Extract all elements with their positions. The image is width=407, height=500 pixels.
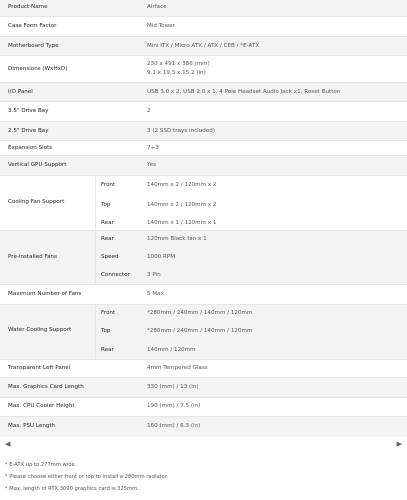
spec-row (0, 398, 407, 417)
spec-row (0, 0, 407, 17)
spec-row (0, 141, 407, 156)
scroll-right-arrow-icon[interactable]: ▶ (396, 440, 402, 448)
spec-value: 190 (mm) / 7.5 (in) (147, 403, 201, 409)
spec-row (0, 17, 407, 37)
spec-label: Cooling Fan Support (8, 199, 65, 205)
spec-value: 140mm x 2 / 120mm x 2 (147, 202, 217, 208)
spec-label: Product Name (8, 4, 48, 10)
spec-row (0, 156, 407, 176)
spec-label: Pre-installed Fans (8, 254, 58, 260)
spec-value: Airface (147, 4, 167, 10)
spec-value: 3 (2 SSD trays included) (147, 128, 215, 134)
spec-value: 140mm x 2 / 120mm x 2 (147, 182, 217, 188)
spec-value: Mid Tower (147, 23, 175, 29)
spec-row (0, 215, 407, 231)
spec-value: Yes (147, 162, 157, 168)
footnote: * Please choose either front or top to install a 280mm radiator. (5, 474, 169, 480)
spec-value: *280mm / 240mm / 140mm / 120mm (147, 310, 253, 316)
spec-label: Case Form Factor (8, 23, 57, 29)
spec-value: 160 (mm) / 6.3 (in) (147, 423, 201, 429)
spec-value: 1000 RPM (147, 254, 176, 260)
spec-label: Water Cooling Support (8, 327, 72, 333)
spec-value: 4mm Tempered Glass (147, 365, 208, 371)
spec-label: Motherboard Type (8, 43, 59, 49)
spec-label: I/O Panel (8, 89, 33, 95)
spec-label: Expansion Slots (8, 145, 53, 151)
spec-row (0, 83, 407, 102)
spec-label: Max. Graphics Card Length (8, 384, 84, 390)
spec-value: 3 Pin (147, 272, 161, 278)
spec-value: USB 3.0 x 2, USB 2.0 x 1, 4 Pole Headset Audio Jack x1, Reset Button (147, 89, 341, 95)
spec-row (0, 102, 407, 122)
spec-value: 140mm x 1 / 120mm x 1 (147, 220, 217, 226)
spec-label: Vertical GPU Support (8, 162, 67, 168)
spec-sublabel: Rear (101, 236, 114, 242)
spec-sublabel: Connector (101, 272, 130, 278)
spec-sublabel: Rear (101, 220, 114, 226)
spec-label: 3.5" Drive Bay (8, 108, 49, 114)
spec-row (0, 37, 407, 56)
spec-label: Max. PSU Length (8, 423, 56, 429)
spec-value: 7+3 (147, 145, 159, 151)
footnote: * E-ATX up to 277mm wide. (5, 462, 77, 468)
spec-row (0, 176, 407, 196)
spec-row (0, 323, 407, 342)
spec-row (0, 285, 407, 305)
spec-sublabel: Front (101, 310, 116, 316)
spec-value-line1: 230 x 491 x 386 (mm) (147, 61, 210, 67)
spec-sublabel: Rear (101, 347, 114, 353)
spec-row (0, 56, 407, 83)
spec-value: 120mm Black fan x 1 (147, 236, 207, 242)
spec-row (0, 231, 407, 249)
spec-value: 140mm / 120mm (147, 347, 196, 353)
scroll-left-arrow-icon[interactable]: ◀ (5, 440, 11, 448)
group-divider (95, 305, 96, 360)
spec-row (0, 342, 407, 360)
spec-row (0, 305, 407, 323)
spec-label: Dimensions (WxHxD) (8, 66, 68, 72)
spec-sublabel: Top (101, 202, 111, 208)
spec-row (0, 417, 407, 437)
group-divider (95, 176, 96, 231)
spec-label: Transparent Left Panel (8, 365, 71, 371)
spec-value: 330 (mm) / 13 (in) (147, 384, 199, 390)
spec-value: Mini ITX / Micro ATX / ATX / CEB / *E-ATX (147, 43, 260, 49)
spec-sublabel: Speed (101, 254, 119, 260)
spec-label: Max. CPU Cooler Height (8, 403, 75, 409)
spec-value: 2 (147, 108, 151, 114)
spec-value: 5 Max. (147, 291, 166, 297)
footnote: * Max. length of RTX 3090 graphics card is 325mm. (5, 486, 139, 492)
spec-label: 2.5" Drive Bay (8, 128, 49, 134)
spec-row (0, 249, 407, 267)
horizontal-scrollbar[interactable] (0, 437, 407, 451)
spec-row (0, 196, 407, 215)
spec-value-line2: 9.1 x 19.3 x 15.2 (in) (147, 70, 206, 76)
spec-row (0, 378, 407, 398)
group-divider (95, 231, 96, 285)
spec-value: *280mm / 240mm / 140mm / 120mm (147, 328, 253, 334)
spec-row (0, 267, 407, 285)
spec-row (0, 122, 407, 141)
spec-label: Maximum Number of Fans (8, 291, 82, 297)
spec-row (0, 360, 407, 378)
spec-sublabel: Front (101, 182, 116, 188)
spec-sublabel: Top (101, 328, 111, 334)
